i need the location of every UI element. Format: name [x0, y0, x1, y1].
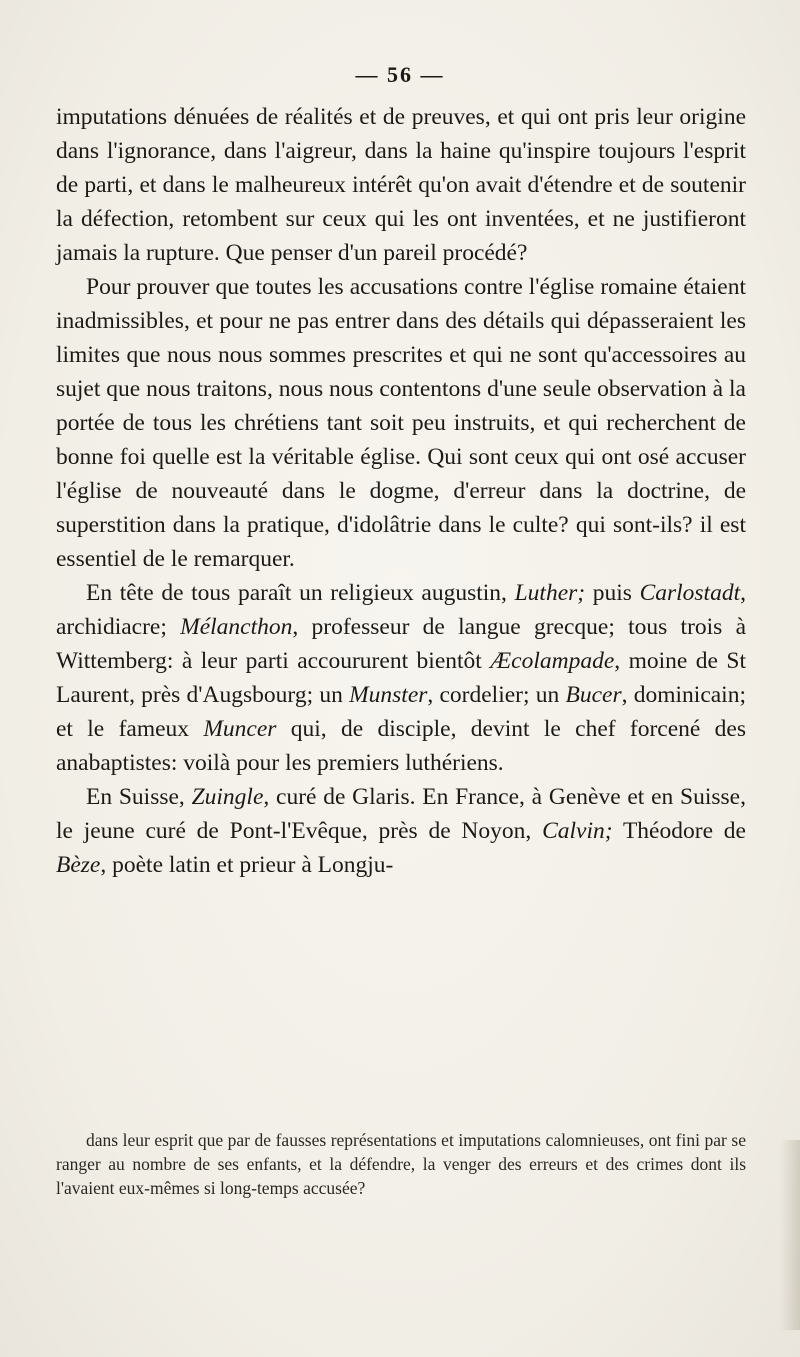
paragraph-1: imputations dénuées de réalités et de preuves, et qui ont pris leur origine dans l'ignorance, dans l'aigreur, dans la haine qu'inspire toujours l'esprit de parti, et dans le malheureux intérêt qu'on avait d'étendre et de soutenir la défection, retombent sur ceux qui les ont inventées, et ne justifieront jamais la rupture. Que penser d'un pareil procédé?: [56, 104, 746, 266]
text-run: En tête de tous paraît un religieux augustin,: [86, 580, 515, 606]
text-run: qui, de disciple, devint le chef forcené des anabaptistes: voilà pour les premiers luthériens.: [56, 716, 746, 776]
text-run: , professeur de langue grecque; tous trois à Wittemberg: à leur parti accoururent bientôt: [56, 614, 746, 674]
paper-edge-stain: [780, 1140, 800, 1330]
name-munster: Munster: [349, 682, 428, 708]
page-number: — 56 —: [355, 62, 445, 87]
text-run: Théodore de: [612, 818, 746, 844]
name-calvin: Calvin;: [542, 818, 613, 844]
main-text: [56, 100, 746, 882]
footnote: [56, 1128, 746, 1200]
text-run: , dominicain; et le fameux: [56, 682, 746, 742]
paragraph-3: [56, 576, 746, 780]
footnote-text: dans leur esprit que par de fausses représentations et imputations calomnieuses, ont fini par se ranger au nombre de ses enfants, et la défendre, la venger des erreurs et des crimes dont ils l'avaient eux-mêmes si long-temps accusée?: [56, 1130, 746, 1198]
name-beze: Bèze: [56, 852, 101, 878]
text-run: , archidiacre;: [56, 580, 746, 640]
text-run: En Suisse,: [86, 784, 192, 810]
text-run: puis: [585, 580, 640, 606]
paragraph-4: [56, 780, 746, 882]
name-melancthon: Mélancthon: [180, 614, 293, 640]
text-run: , moine de St Laurent, près d'Augsbourg; un: [56, 648, 746, 708]
name-zuingle: Zuingle: [191, 784, 264, 810]
name-carlostadt: Carlostadt: [639, 580, 741, 606]
name-aecolampade: Æcolampade: [490, 648, 615, 674]
name-muncer: Muncer: [203, 716, 277, 742]
text-run: , curé de Glaris. En France, à Genève et en Suisse, le jeune curé de Pont-l'Evêque, près de Noyon,: [56, 784, 746, 844]
name-bucer: Bucer: [565, 682, 622, 708]
text-run: , poète latin et prieur à Longju-: [100, 852, 394, 878]
paragraph-2: Pour prouver que toutes les accusations contre l'église romaine étaient inadmissibles, et pour ne pas entrer dans des détails qui dépasseraient les limites que nous nous sommes prescrites et qui ne sont qu'accessoires au sujet que nous traitons, nous nous contentons d'une seule observation à la portée de tous les chrétiens tant soit peu instruits, et qui recherchent de bonne foi quelle est la véritable église. Qui sont ceux qui ont osé accuser l'église de nouveauté dans le dogme, d'erreur dans la doctrine, de superstition dans la pratique, d'idolâtrie dans le culte? qui sont-ils? il est essentiel de le remarquer.: [56, 274, 746, 572]
text-run: , cordelier; un: [427, 682, 566, 708]
name-luther: Luther;: [514, 580, 586, 606]
